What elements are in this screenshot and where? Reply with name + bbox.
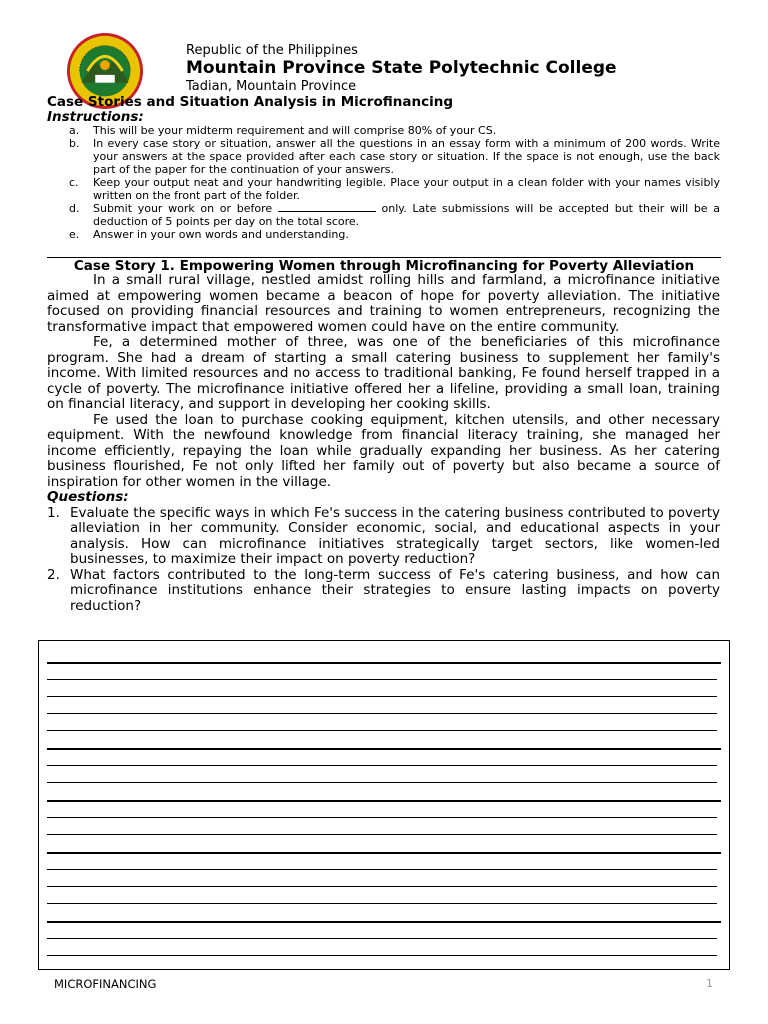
answer-line[interactable]: [47, 903, 717, 904]
answer-line[interactable]: [47, 782, 717, 783]
case-story-body: [47, 273, 720, 614]
page-number: 1: [706, 977, 713, 990]
republic-line: Republic of the Philippines: [186, 43, 358, 58]
answer-line[interactable]: [47, 852, 721, 854]
story-paragraph: Fe, a determined mother of three, was one of the beneficiaries of this microfinance program. She had a dream of starting a small catering business to supplement her family's income. With limited resources and no access to traditional banking, Fe found herself trapped in a cycle of poverty. The microfinance initiative offered her a lifeline, providing a small loan, training on financial literacy, and support in developing her cooking skills.: [47, 334, 720, 412]
answer-line[interactable]: [47, 921, 721, 923]
story-paragraph: In a small rural village, nestled amidst rolling hills and farmland, a microfinance initiative aimed at empowering women became a beacon of hope for poverty alleviation. The initiative focused on providing financial resources and training to women entrepreneurs, recognizing the transformative impact that empowered women could have on the entire community.: [47, 272, 720, 335]
answer-line[interactable]: [47, 748, 721, 750]
college-name: Mountain Province State Polytechnic College: [186, 58, 617, 78]
answer-line[interactable]: [47, 713, 717, 714]
instruction-item: a. This will be your midterm requirement and will comprise 80% of your CS.: [69, 124, 497, 137]
instructions-list: [47, 124, 720, 241]
answer-line[interactable]: [47, 886, 717, 887]
instruction-item: b. In every case story or situation, answer all the questions in an essay form with a minimum of 200 words. Write your answers at the space provided after each case story or situation. If the space is not enough, use the back part of the paper for the continuation of your answers.: [69, 137, 720, 176]
answer-line[interactable]: [47, 834, 717, 835]
answer-line[interactable]: [47, 869, 717, 870]
answer-line[interactable]: [47, 765, 717, 766]
answer-line[interactable]: [47, 938, 717, 939]
college-location: Tadian, Mountain Province: [186, 79, 357, 94]
questions-label: Questions:: [47, 489, 129, 505]
instruction-item: e. Answer in your own words and understanding.: [69, 228, 349, 241]
instructions-label: Instructions:: [47, 109, 144, 125]
answer-line[interactable]: [47, 817, 717, 818]
footer-label: MICROFINANCING: [54, 977, 157, 991]
questions-list: [47, 506, 720, 615]
answer-box[interactable]: [38, 640, 730, 970]
answer-line[interactable]: [47, 955, 717, 956]
answer-line[interactable]: [47, 800, 721, 802]
instruction-item: c. Keep your output neat and your handwriting legible. Place your output in a clean folder with your names visibly written on the front part of the folder.: [69, 176, 720, 202]
question-item: 1. Evaluate the specific ways in which Fe's success in the catering business contributed to poverty alleviation in her community. Consider economic, social, and educational aspects in your analysis. How can microfinance initiatives strategically target sectors, like women-led businesses, to maximize their impact on poverty reduction?: [47, 504, 720, 567]
answer-line[interactable]: [47, 679, 717, 680]
answer-line[interactable]: [47, 696, 717, 697]
answer-line[interactable]: [47, 662, 721, 664]
document-title: Case Stories and Situation Analysis in Microfinancing: [47, 94, 453, 110]
story-paragraph: Fe used the loan to purchase cooking equipment, kitchen utensils, and other necessary equipment. With the newfound knowledge from financial literacy training, she managed her income efficiently, repaying the loan while gradually expanding her business. As her catering business flourished, Fe not only lifted her family out of poverty but also became a source of inspiration for other women in the village.: [47, 411, 720, 490]
answer-line[interactable]: [47, 730, 717, 731]
question-item: 2. What factors contributed to the long-term success of Fe's catering business, and how can microfinance institutions enhance their strategies to ensure lasting impacts on poverty reduction?: [47, 566, 720, 614]
instruction-item: d. Submit your work on or before only. Late submissions will be accepted but their will be a deduction of 5 points per day on the total score.: [69, 202, 720, 228]
due-date-blank[interactable]: [278, 202, 376, 212]
case-story-title: Case Story 1. Empowering Women through Microfinancing for Poverty Alleviation: [73, 258, 695, 274]
